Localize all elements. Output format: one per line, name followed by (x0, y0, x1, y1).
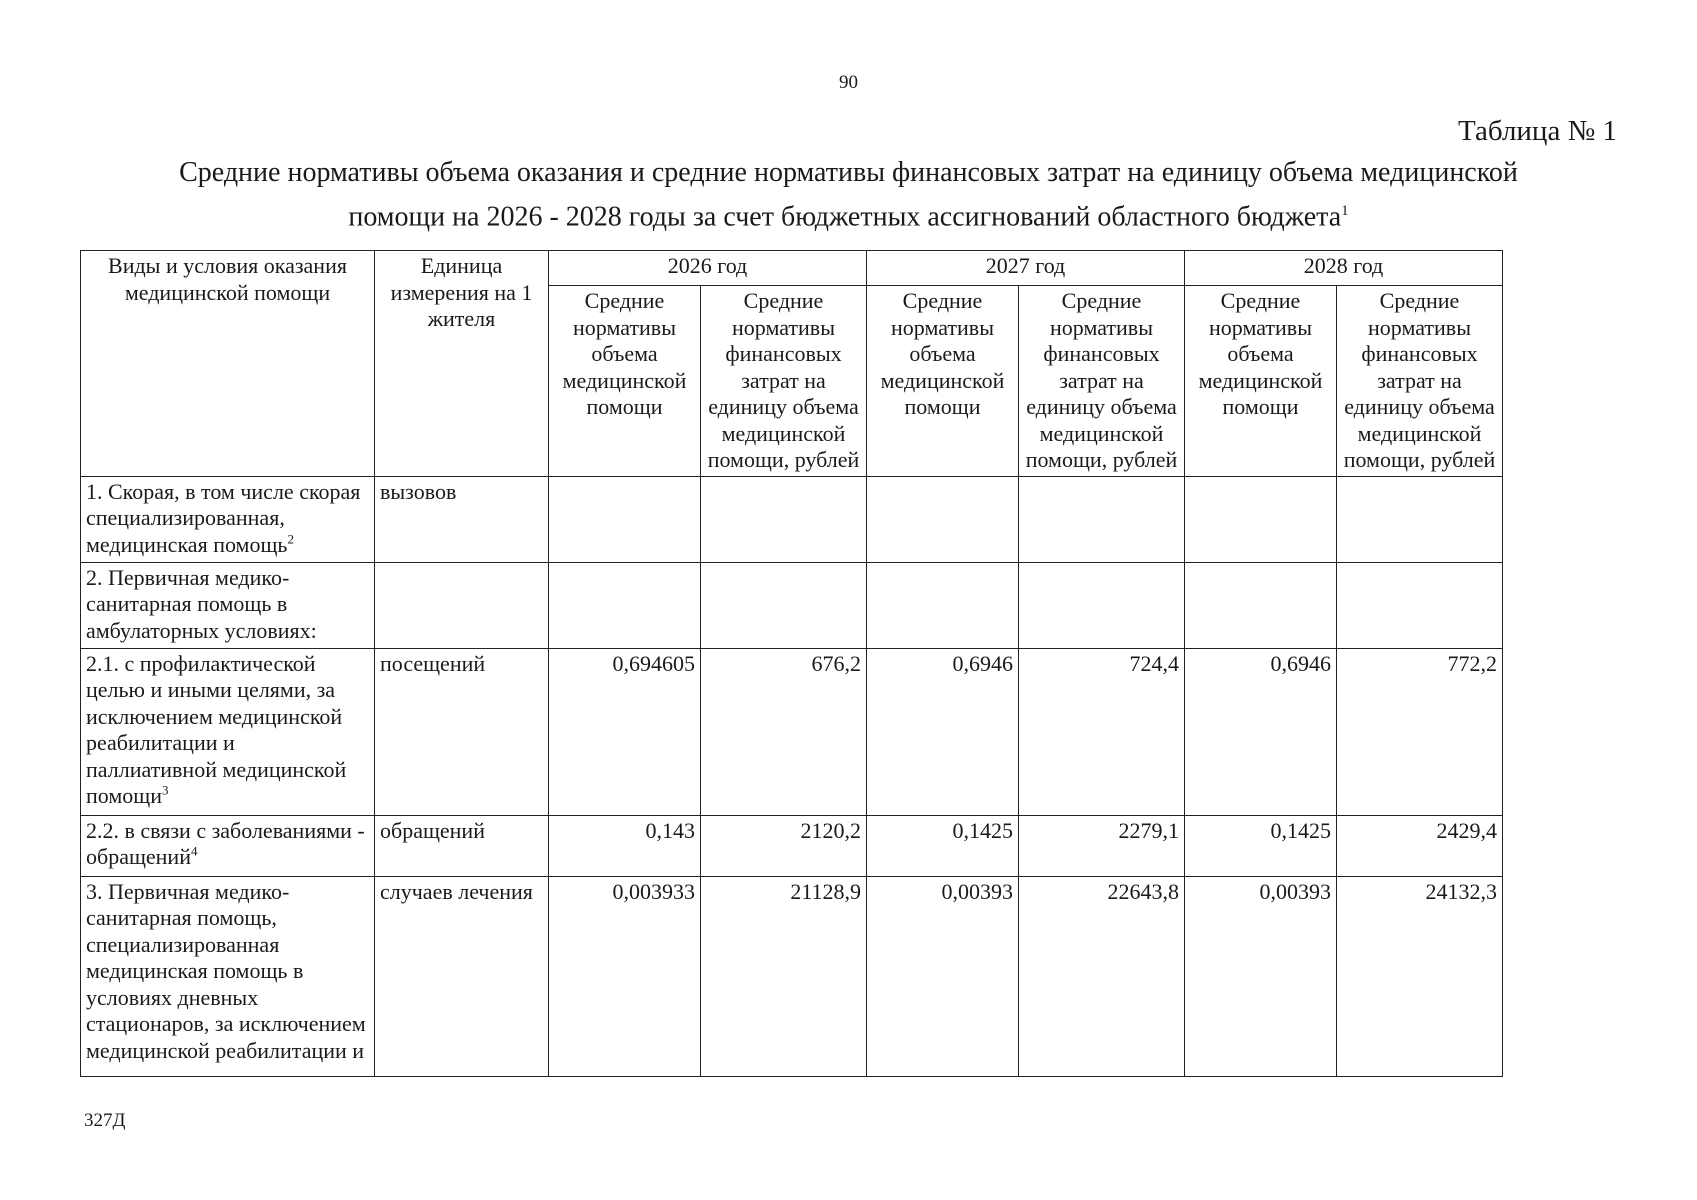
cell-cost-2027: 22643,8 (1019, 876, 1185, 1076)
table-row (81, 876, 1503, 1076)
row-care-type: 3. Первичная медико-санитарная помощь, специализированная медицинская помощь в условиях дневных стационаров, за исключением медицинской реабилитации и (81, 876, 375, 1076)
table-title-line2: помощи на 2026 - 2028 годы за счет бюджетных ассигнований областного бюджета$^1$ (348, 201, 1349, 233)
header-year-2027: 2027 год (867, 251, 1185, 286)
row-care-type: 1. Скорая, в том числе скорая специализированная, медицинская помощь$^2$ (81, 476, 375, 562)
row-unit: посещений (375, 648, 549, 815)
cell-cost-2026: 2120,2 (701, 815, 867, 876)
cell-volume-2027 (867, 562, 1019, 648)
cell-volume-2026: 0,694605 (549, 648, 701, 815)
header-volume-2028: Средние нормативы объема медицинской помощи (1185, 286, 1337, 477)
cell-cost-2027 (1019, 476, 1185, 562)
cell-cost-2028: 772,2 (1337, 648, 1503, 815)
cell-cost-2026 (701, 562, 867, 648)
table-row (81, 562, 1503, 648)
header-volume-2027: Средние нормативы объема медицинской помощи (867, 286, 1019, 477)
header-volume-2026: Средние нормативы объема медицинской помощи (549, 286, 701, 477)
cell-volume-2028: 0,1425 (1185, 815, 1337, 876)
header-cost-2027: Средние нормативы финансовых затрат на единицу объема медицинской помощи, рублей (1019, 286, 1185, 477)
row-unit: обращений (375, 815, 549, 876)
cell-volume-2028: 0,00393 (1185, 876, 1337, 1076)
cell-cost-2026: 676,2 (701, 648, 867, 815)
cell-cost-2027: 2279,1 (1019, 815, 1185, 876)
header-year-2026: 2026 год (549, 251, 867, 286)
header-care-type: Виды и условия оказания медицинской помощи (81, 251, 375, 477)
document-code: 327Д (84, 1110, 126, 1131)
cell-volume-2026 (549, 476, 701, 562)
row-unit: вызовов (375, 476, 549, 562)
cell-cost-2026 (701, 476, 867, 562)
cell-volume-2028 (1185, 562, 1337, 648)
header-cost-2026: Средние нормативы финансовых затрат на единицу объема медицинской помощи, рублей (701, 286, 867, 477)
cell-volume-2026: 0,003933 (549, 876, 701, 1076)
footnote-mark: 4 (190, 843, 198, 859)
footnote-mark: 3 (162, 782, 169, 798)
cell-cost-2028 (1337, 562, 1503, 648)
cell-volume-2027: 0,00393 (867, 876, 1019, 1076)
table-label: Таблица № 1 (1458, 115, 1617, 147)
header-cost-2028: Средние нормативы финансовых затрат на единицу объема медицинской помощи, рублей (1337, 286, 1503, 477)
header-year-2028: 2028 год (1185, 251, 1503, 286)
table-title-line1: Средние нормативы объема оказания и средние нормативы финансовых затрат на единицу объема медицинской (179, 157, 1518, 188)
footnote-mark: 2 (287, 531, 294, 547)
header-unit: Единица измерения на 1 жителя (375, 251, 549, 477)
table-row (81, 815, 1503, 876)
cell-cost-2028 (1337, 476, 1503, 562)
row-unit (375, 562, 549, 648)
table-row (81, 648, 1503, 815)
cell-cost-2028: 2429,4 (1337, 815, 1503, 876)
table-title (80, 154, 1617, 236)
norms-table (80, 250, 1503, 1077)
cell-volume-2027 (867, 476, 1019, 562)
cell-volume-2027: 0,1425 (867, 815, 1019, 876)
row-unit: случаев лечения (375, 876, 549, 1076)
cell-volume-2027: 0,6946 (867, 648, 1019, 815)
cell-volume-2028 (1185, 476, 1337, 562)
cell-volume-2026: 0,143 (549, 815, 701, 876)
cell-cost-2028: 24132,3 (1337, 876, 1503, 1076)
row-care-type: 2.1. с профилактической целью и иными целями, за исключением медицинской реабилитации и паллиативной медицинской помощи$^3$ (81, 648, 375, 815)
cell-cost-2026: 21128,9 (701, 876, 867, 1076)
title-footnote-mark: 1 (1341, 203, 1349, 219)
row-care-type: 2.2. в связи с заболеваниями - обращений$^4$ (81, 815, 375, 876)
header-row-years (81, 251, 1503, 286)
cell-volume-2026 (549, 562, 701, 648)
page-number: 90 (839, 72, 858, 93)
table-row (81, 476, 1503, 562)
cell-cost-2027 (1019, 562, 1185, 648)
cell-cost-2027: 724,4 (1019, 648, 1185, 815)
cell-volume-2028: 0,6946 (1185, 648, 1337, 815)
row-care-type: 2. Первичная медико-санитарная помощь в амбулаторных условиях: (81, 562, 375, 648)
